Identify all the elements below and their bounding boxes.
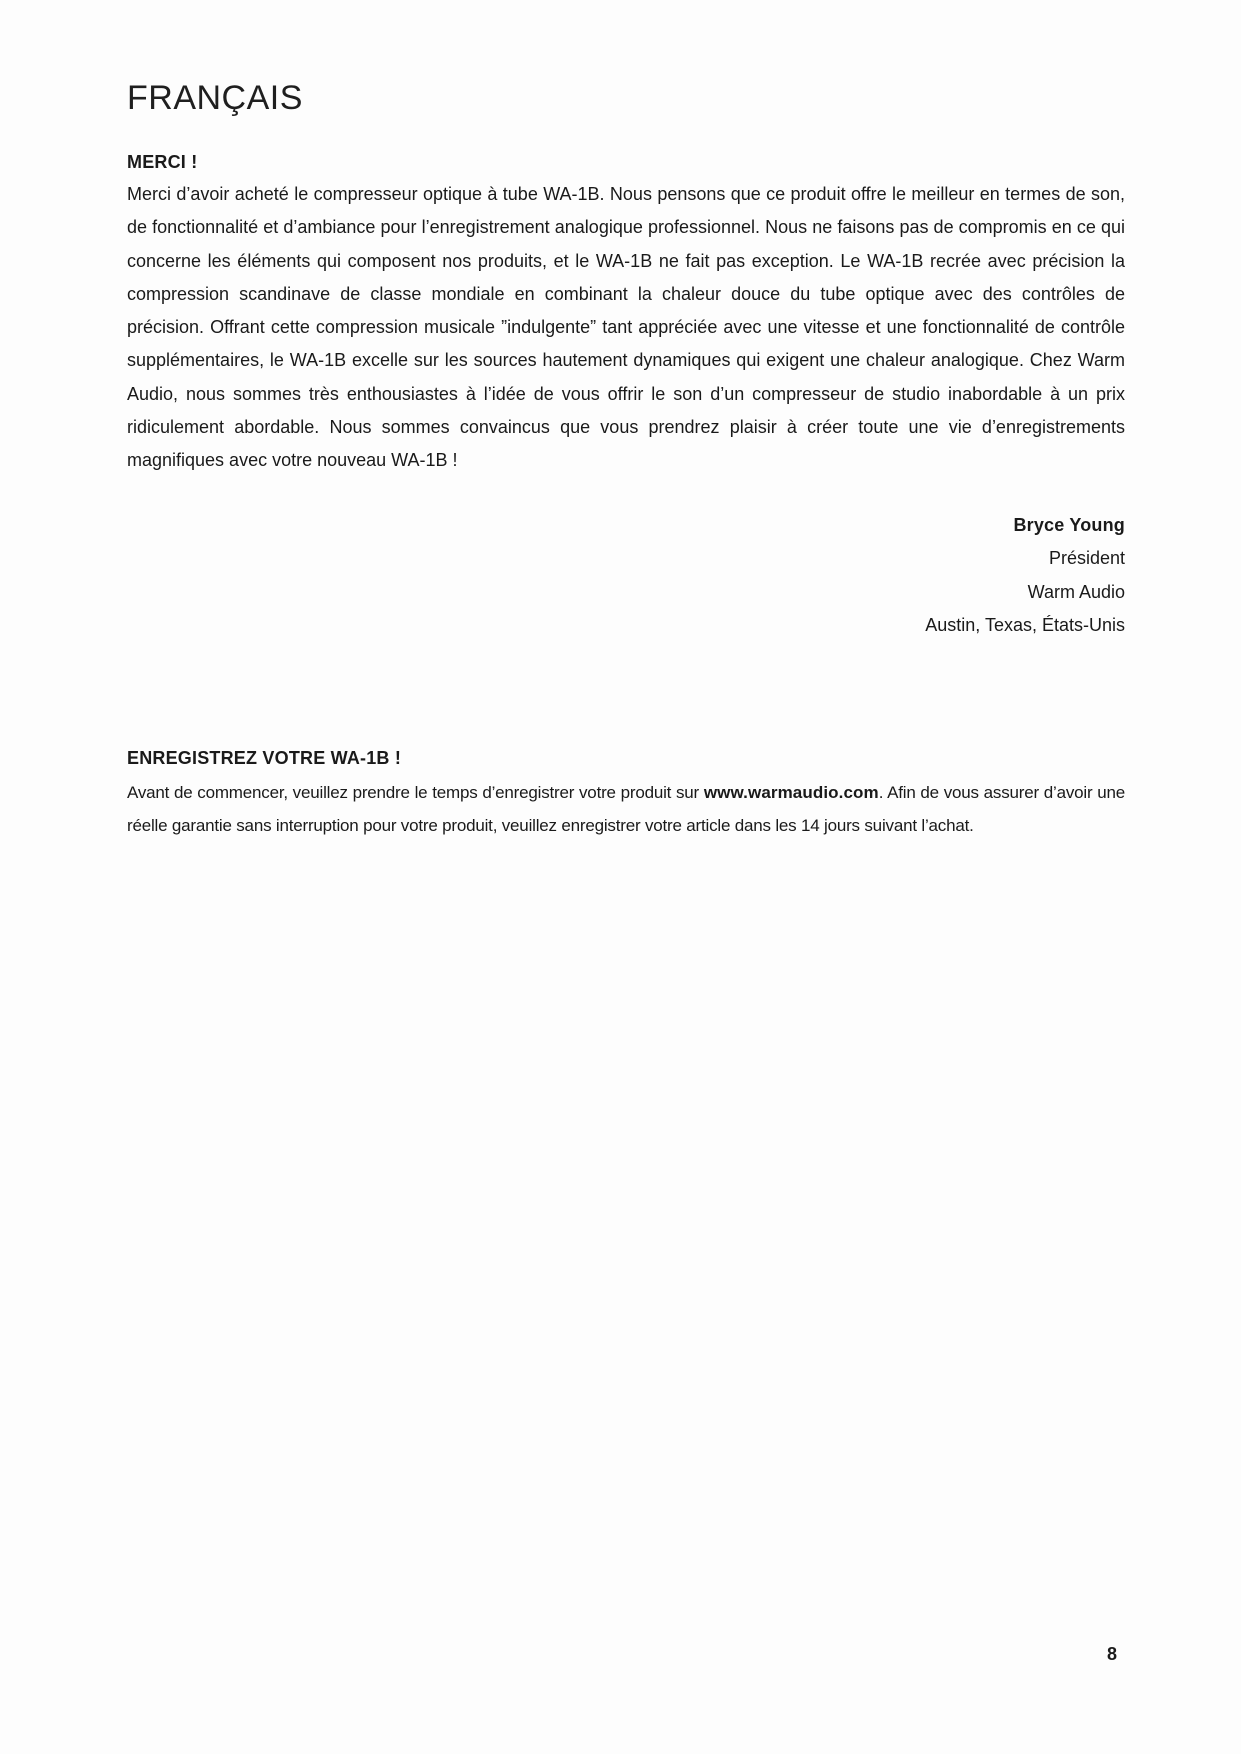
signature-location: Austin, Texas, États-Unis — [925, 614, 1125, 635]
register-paragraph — [127, 776, 1125, 843]
thanks-heading: MERCI ! — [127, 152, 198, 172]
register-text-before: Avant de commencer, veuillez prendre le temps d’enregistrer votre produit sur — [127, 783, 704, 802]
section-title: FRANÇAIS — [127, 79, 303, 117]
website-url: www.warmaudio.com — [703, 783, 879, 802]
signature-title: Président — [1048, 548, 1125, 569]
thanks-paragraph: Merci d’avoir acheté le compresseur optique à tube WA-1B. Nous pensons que ce produit offre le meilleur en termes de son, de fonctionnalité et d’ambiance pour l’enregistrement analogique professionnel. Nous ne faisons pas de compromis en ce qui concerne les éléments qui composent nos produits, et le WA-1B ne fait pas exception. Le WA-1B recrée avec précision la compression scandinave de classe mondiale en combinant la chaleur douce du tube optique avec des contrôles de précision. Offrant cette compression musicale ”indulgente” tant appréciée avec une vitesse et une fonctionnalité de contrôle supplémentaires, le WA-1B excelle sur les sources hautement dynamiques qui exigent une chaleur analogique. Chez Warm Audio, nous sommes très enthousiastes à l’idée de vous offrir le son d’un compresseur de studio inabordable à un prix ridiculement abordable. Nous sommes convaincus que vous prendrez plaisir à créer toute une vie d’enregistrements magnifiques avec votre nouveau WA-1B ! — [127, 184, 1125, 471]
signature-block — [625, 509, 1125, 642]
register-text-after: . Afin de vous assurer d’avoir une réelle garantie sans interruption pour votre produit, veuillez enregistrer votre article dans les 14 jours suivant l’achat. — [127, 783, 1125, 836]
signature-company: Warm Audio — [1027, 581, 1125, 602]
page-number: 8 — [1106, 1644, 1117, 1664]
register-heading: ENREGISTREZ VOTRE WA-1B ! — [127, 748, 402, 768]
signature-name: Bryce Young — [1013, 515, 1125, 535]
